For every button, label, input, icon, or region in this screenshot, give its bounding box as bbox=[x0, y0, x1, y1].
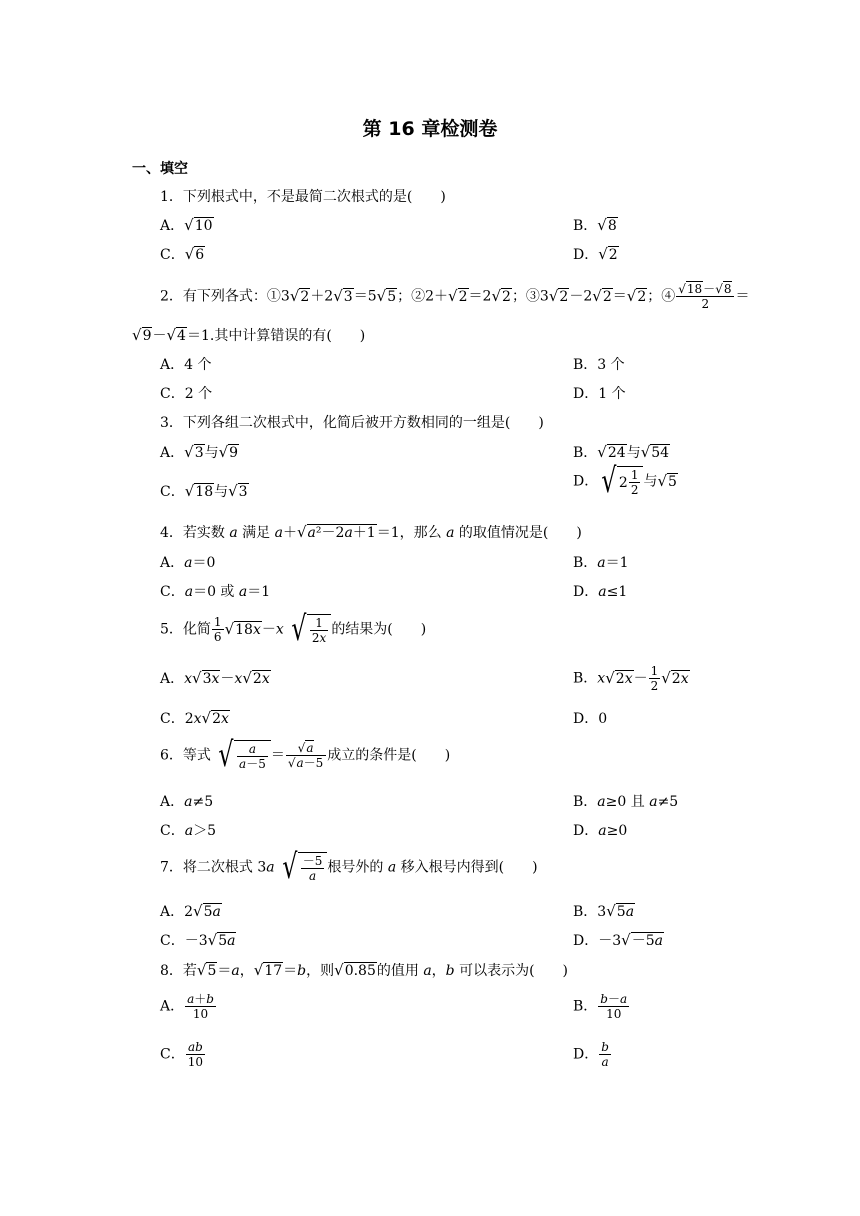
q8-option-b[interactable]: B． $\frac{b-a}{10}$ bbox=[573, 992, 628, 1021]
question-2-stem-line2: √9－√4＝1.其中计算错误的有( ) bbox=[132, 326, 366, 344]
q1-option-c[interactable]: C．√6 bbox=[160, 245, 205, 263]
fraction: $\frac{√18-√8}{2}$ bbox=[676, 282, 734, 311]
q8-option-d[interactable]: D． $\frac{b}{a}$ bbox=[573, 1040, 609, 1069]
q4-option-c[interactable]: C．a＝0 或 a＝1 bbox=[160, 584, 271, 600]
question-8-stem: 8．若√5＝a，√17＝b，则√0.85的值用 a，b 可以表示为( ) bbox=[160, 961, 569, 979]
section-heading: 一、填空 bbox=[132, 161, 188, 177]
q6-option-a[interactable]: A．a≠5 bbox=[160, 794, 214, 810]
q7-option-b[interactable]: B．3√5a bbox=[573, 902, 635, 920]
page-title: 第 16 章检测卷 bbox=[362, 118, 498, 140]
q7-option-c[interactable]: C．－3√5a bbox=[160, 931, 236, 949]
q6-option-b[interactable]: B．a≥0 且 a≠5 bbox=[573, 794, 679, 810]
q7-option-d[interactable]: D．－3√－5a bbox=[573, 931, 663, 949]
q3-option-c[interactable]: C．√18与√3 bbox=[160, 482, 248, 500]
question-3-stem: 3．下列各组二次根式中，化简后被开方数相同的一组是( ) bbox=[160, 415, 544, 431]
q1-option-d[interactable]: D．√2 bbox=[573, 245, 618, 263]
q3-option-b[interactable]: B．√24与√54 bbox=[573, 443, 670, 461]
q2-option-b[interactable]: B．3 个 bbox=[573, 357, 625, 373]
q6-option-d[interactable]: D．a≥0 bbox=[573, 823, 628, 839]
question-5-stem: 5．化简 $\frac{1}{6}$ √18x－x √ $\frac{1}{2x}$ 的结果为( ) bbox=[160, 609, 427, 649]
q2-option-d[interactable]: D．1 个 bbox=[573, 386, 626, 402]
q6-option-c[interactable]: C．a＞5 bbox=[160, 823, 216, 839]
q5-option-a[interactable]: A．x√3x－x√2x bbox=[160, 669, 270, 687]
q5-option-b[interactable]: B．x√2x－ $\frac{1}{2}$ √2x bbox=[573, 664, 689, 693]
q8-option-c[interactable]: C． $\frac{ab}{10}$ bbox=[160, 1040, 203, 1069]
q4-option-b[interactable]: B．a＝1 bbox=[573, 555, 629, 571]
question-7-stem: 7．将二次根式 3a √ $\frac{-5}{a}$ 根号外的 a 移入根号内得到( ) bbox=[160, 847, 538, 887]
q2-option-a[interactable]: A．4 个 bbox=[160, 357, 212, 373]
q8-option-a[interactable]: A． $\frac{a+b}{10}$ bbox=[160, 992, 214, 1021]
q3-option-a[interactable]: A．√3与√9 bbox=[160, 443, 239, 461]
q3-option-d[interactable]: D． √ 2 $\frac{1}{2}$ 与√5 bbox=[573, 461, 677, 501]
q5-option-d[interactable]: D．0 bbox=[573, 711, 608, 727]
q1-option-a[interactable]: A．√10 bbox=[160, 216, 213, 234]
q1-option-b[interactable]: B．√8 bbox=[573, 216, 617, 234]
question-4-stem: 4．若实数 a 满足 a＋√a²－2a＋1＝1，那么 a 的取值情况是( ) bbox=[160, 523, 582, 541]
q4-option-a[interactable]: A．a＝0 bbox=[160, 555, 216, 571]
q2-option-c[interactable]: C．2 个 bbox=[160, 386, 213, 402]
q7-option-a[interactable]: A．2√5a bbox=[160, 902, 221, 920]
question-6-stem: 6．等式 √ $\frac{a}{a-5}$ ＝ $\frac{√a}{√a-5}$ 成立的条件是( ) bbox=[160, 735, 451, 775]
q5-option-c[interactable]: C．2x√2x bbox=[160, 709, 229, 727]
question-1-stem: 1．下列根式中，不是最简二次根式的是( ) bbox=[160, 189, 446, 205]
question-2-stem-line1: 2．有下列各式：①3√2＋2√3＝5√5；②2＋√2＝2√2；③3√2－2√2＝√2；④ $\frac{√18-√8}{2}$ ＝ bbox=[160, 282, 750, 311]
q4-option-d[interactable]: D．a≤1 bbox=[573, 584, 628, 600]
